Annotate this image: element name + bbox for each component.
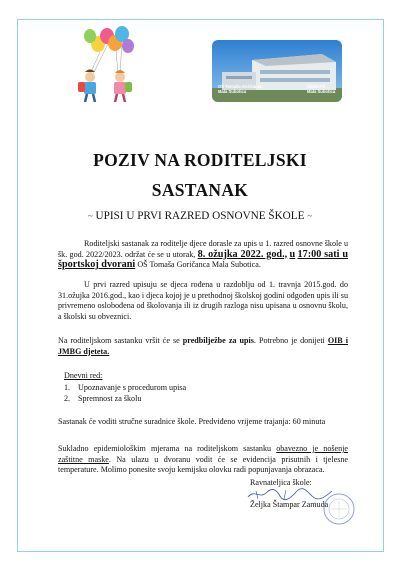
p3-text2: . Potrebno je donijeti	[253, 336, 325, 345]
ornament-right-icon: ~	[307, 211, 313, 221]
caption-right-line1: Škola PŠ	[307, 84, 325, 89]
caption-left-line1: OŠ Tomaša Goričanca	[218, 84, 263, 89]
paragraph-eligibility: U prvi razred upisuju se djeca rođena u razdoblju od 1. travnja 2015.god. do 31.ožujka 2016.god., kao i djeca kojoj je u prethodnoj školskoj godini odgođen upis ili su privremeno oslobođena od školovanja ili iz drugih razloga nisu upisana u osnovnu školu, a školski su obveznici.	[58, 280, 348, 321]
p5-text2: . Na ulazu u dvoranu vodit će se evidencija prisutnih i tjelesne temperature. Molimo ponesite svoju kemijsku olovku radi popunjavanja obrazaca.	[58, 454, 348, 475]
subtitle-text: UPISI U PRVI RAZRED OSNOVNE ŠKOLE	[95, 210, 305, 222]
signature-role: Ravnateljica škole:	[250, 478, 312, 487]
list-item	[64, 393, 186, 404]
page-title-line1: POZIV NA RODITELJSKI	[93, 150, 307, 170]
ornament-left-icon: ~	[87, 211, 93, 221]
list-item	[64, 382, 186, 393]
p5-mask-required: obavezno je nošenje zaštitne maske	[58, 444, 348, 464]
meeting-u: u	[289, 248, 296, 260]
agenda-item-number: 2.	[64, 394, 71, 403]
agenda-heading: Dnevni red:	[64, 371, 103, 380]
page-title-line2: SASTANAK	[151, 180, 249, 200]
school-building-photo	[212, 40, 342, 102]
children-balloons-illustration	[60, 22, 148, 106]
p3-text: Na roditeljskom sastanku vršit će se	[58, 336, 180, 345]
paragraph-duration: Sastanak će voditi stručne suradnice škole. Predviđeno vrijeme trajanja: 60 minuta	[58, 417, 326, 426]
photo-caption-right	[307, 84, 335, 94]
paragraph-epidemiology	[58, 444, 348, 476]
agenda-item-text: Spremnost za školu	[78, 394, 142, 403]
meeting-date: 8. ožujka 2022. god.,	[197, 248, 288, 260]
photo-caption-left	[218, 84, 262, 94]
p5-text: Sukladno epidemiološkim mjerama na roditeljskom sastanku	[58, 444, 272, 453]
p1-text: Roditeljski sastanak za roditelje djece dorasle za upis u 1. razred osnovne škole u šk. god. 2022/2023. održat će se u utorak,	[58, 239, 348, 259]
agenda-item-number: 1.	[64, 383, 71, 392]
paragraph-meeting-info	[58, 239, 348, 271]
agenda-list	[64, 382, 186, 404]
caption-right-line2: Mala Subotica	[307, 89, 336, 94]
p3-preregistration: predbilježbe za upis	[182, 336, 254, 345]
caption-left-line2: Mala Subotica	[218, 89, 247, 94]
school-stamp-icon	[322, 492, 356, 526]
p3-oib-jmbg: OIB i JMBG djeteta.	[58, 336, 348, 356]
agenda-item-text: Upoznavanje s procedurom upisa	[78, 383, 187, 392]
signature-name: Željka Štampar Zamuda	[250, 499, 329, 509]
subtitle	[0, 210, 400, 222]
meeting-time-place: 17:00 sati u športskoj dvorani	[58, 248, 348, 271]
p1-school: OŠ Tomaša Goričanca Mala Subotica.	[137, 260, 261, 270]
paragraph-registration	[58, 336, 348, 357]
